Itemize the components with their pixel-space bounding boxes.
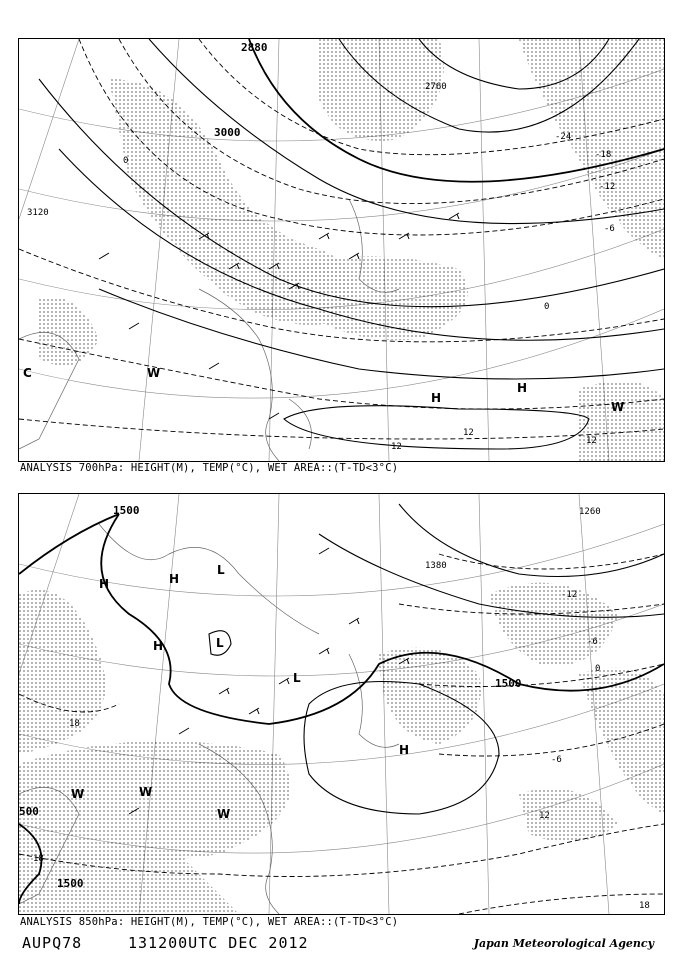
temp-label: -24 [555,132,572,142]
height-label: 1500 [57,877,84,890]
temp-label: 18 [69,719,80,729]
height-label: 1380 [425,561,447,571]
wet-areas [39,39,664,461]
temp-label: 18 [33,854,44,864]
center-symbol: H [169,572,180,586]
temp-label: 12 [463,428,474,438]
center-symbol: L [293,671,301,685]
height-label: 3120 [27,208,49,218]
center-symbol: W [611,400,625,414]
temp-label: 12 [539,811,550,821]
temp-label: 18 [639,901,650,911]
temp-label: -6 [587,637,598,647]
center-symbol: W [71,787,85,801]
center-symbol: L [216,636,224,650]
center-symbol: W [147,366,161,380]
chart-850hpa [18,493,665,915]
wet-areas [19,583,664,914]
center-symbol: H [99,577,110,591]
temp-label: -6 [604,224,615,234]
center-symbol: H [399,743,410,757]
temp-label: 0 [544,302,550,312]
temp-label: -6 [551,755,562,765]
height-label: 2760 [425,82,447,92]
height-label: 500 [19,805,39,818]
chart-700hpa [18,38,665,462]
caption-700hpa: ANALYSIS 700hPa: HEIGHT(M), TEMP(°C), WET AREA::(T-TD<3°C) [20,462,399,474]
center-symbol: C [23,366,32,380]
height-label: 1500 [495,677,522,690]
temp-label: 12 [586,436,597,446]
center-symbol: H [517,381,528,395]
temp-label: 0 [123,156,129,166]
product-code: AUPQ78 [22,934,83,952]
map-850hpa [19,494,664,914]
temp-label: -12 [599,182,616,192]
analysis-time: 131200UTC DEC 2012 [128,934,309,952]
caption-850hpa: ANALYSIS 850hPa: HEIGHT(M), TEMP(°C), WET AREA::(T-TD<3°C) [20,916,399,928]
center-symbol: W [139,785,153,799]
height-label: 3000 [214,126,241,139]
center-symbol: L [217,563,225,577]
height-label: 2880 [241,41,268,54]
agency-name: Japan Meteorological Agency [473,937,654,950]
center-symbol: H [153,639,164,653]
map-700hpa [19,39,664,461]
temp-label: -12 [561,590,578,600]
center-symbol: W [217,807,231,821]
height-label: 1500 [113,504,140,517]
temp-label: -18 [595,150,612,160]
temp-label: 0 [595,664,601,674]
height-label: 1260 [579,507,601,517]
center-symbol: H [431,391,442,405]
temp-label: 12 [391,442,402,452]
